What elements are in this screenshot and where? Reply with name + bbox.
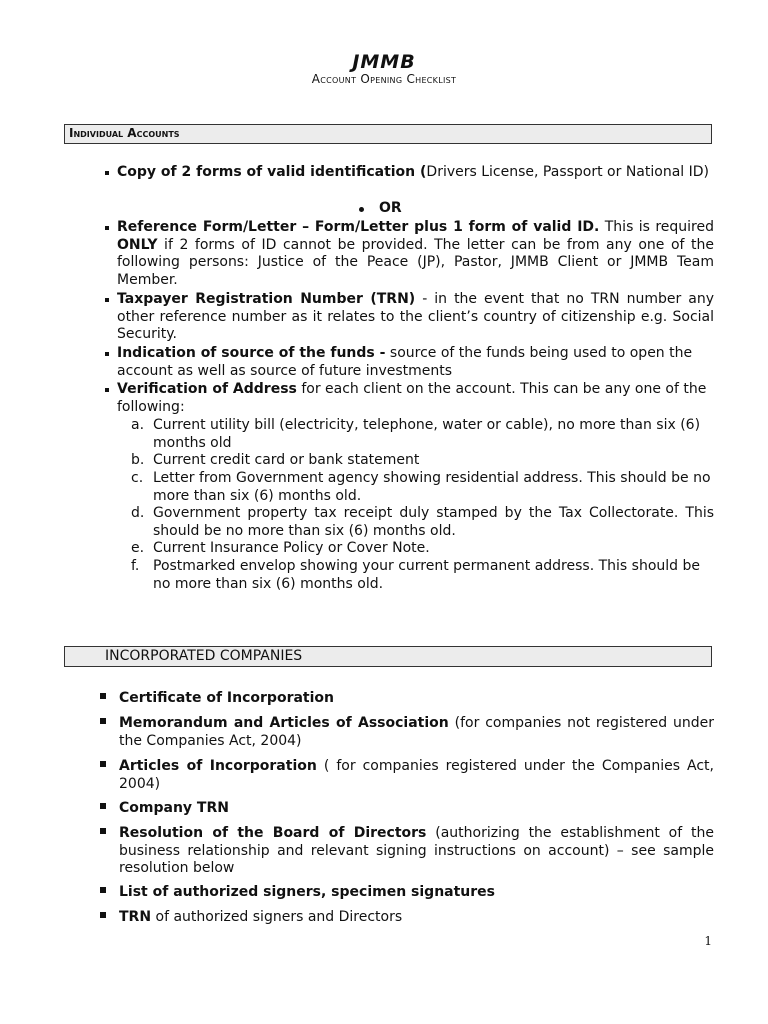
list-item: Copy of 2 forms of valid identification (Drivers License, Passport or National ID) — [117, 164, 709, 180]
sub-list-item: Government property tax receipt duly stamped by the Tax Collectorate. This should be no more than six (6) months old. — [153, 505, 714, 539]
bullet-icon — [100, 761, 106, 767]
bullet-icon — [100, 828, 106, 834]
sub-item-marker: e. — [131, 540, 145, 556]
page-number: 1 — [704, 934, 712, 948]
sub-list-item: Letter from Government agency showing residential address. This should be no more than six (6) months old. — [153, 470, 711, 504]
sub-list-item: Current credit card or bank statement — [153, 452, 420, 468]
list-item: Verification of Address for each client on the account. This can be any one of the following: — [117, 381, 707, 415]
list-item: Taxpayer Registration Number (TRN) - in the event that no TRN number any other reference number as it relates to the client’s country of citizenship e.g. Social Security. — [117, 291, 715, 343]
sub-item-marker: c. — [131, 470, 144, 486]
list-item: Certificate of Incorporation — [119, 690, 334, 706]
list-item: Resolution of the Board of Directors (authorizing the establishment of the business relationship and relevant signing instructions on account) – see sample resolution below — [119, 825, 715, 877]
company-logo: JMMB — [352, 51, 416, 73]
sub-item-marker: a. — [131, 417, 145, 433]
bullet-icon — [105, 352, 109, 356]
or-separator: OR — [379, 200, 402, 216]
sub-item-marker: d. — [131, 505, 145, 521]
list-item: Indication of source of the funds - source of the funds being used to open the account as well as source of future investments — [117, 345, 693, 379]
bullet-icon — [100, 803, 106, 809]
section-heading-companies: INCORPORATED COMPANIES — [64, 646, 712, 667]
bullet-icon — [105, 226, 109, 230]
document-title: Account Opening Checklist — [311, 72, 457, 86]
list-item: Reference Form/Letter – Form/Letter plus 1 form of valid ID. This is required ONLY if 2 forms of ID cannot be provided. The letter can be from any one of the following persons: Justice of the Peace (JP), Pastor, JMMB Client or JMMB Team Member. — [117, 219, 714, 288]
bullet-icon — [100, 693, 106, 699]
list-item: TRN of authorized signers and Directors — [119, 909, 403, 925]
bullet-icon — [100, 912, 106, 918]
section-heading-individual: Individual Accounts — [64, 124, 712, 144]
bullet-icon — [105, 171, 109, 175]
sub-list-item: Postmarked envelop showing your current permanent address. This should be no more than six (6) months old. — [153, 558, 700, 592]
list-item: List of authorized signers, specimen signatures — [119, 884, 496, 900]
bullet-icon — [105, 298, 109, 302]
bullet-icon — [100, 887, 106, 893]
list-item: Articles of Incorporation ( for companies registered under the Companies Act, 2004) — [119, 758, 714, 792]
sub-item-marker: b. — [131, 452, 145, 468]
list-item: Company TRN — [119, 800, 229, 816]
sub-item-marker: f. — [131, 558, 140, 574]
bullet-icon — [105, 388, 109, 392]
bullet-icon — [100, 718, 106, 724]
sub-list-item: Current Insurance Policy or Cover Note. — [153, 540, 430, 556]
sub-list-item: Current utility bill (electricity, telephone, water or cable), no more than six (6) months old — [153, 417, 701, 451]
bullet-icon — [359, 207, 364, 212]
list-item: Memorandum and Articles of Association (for companies not registered under the Companies Act, 2004) — [119, 715, 714, 749]
